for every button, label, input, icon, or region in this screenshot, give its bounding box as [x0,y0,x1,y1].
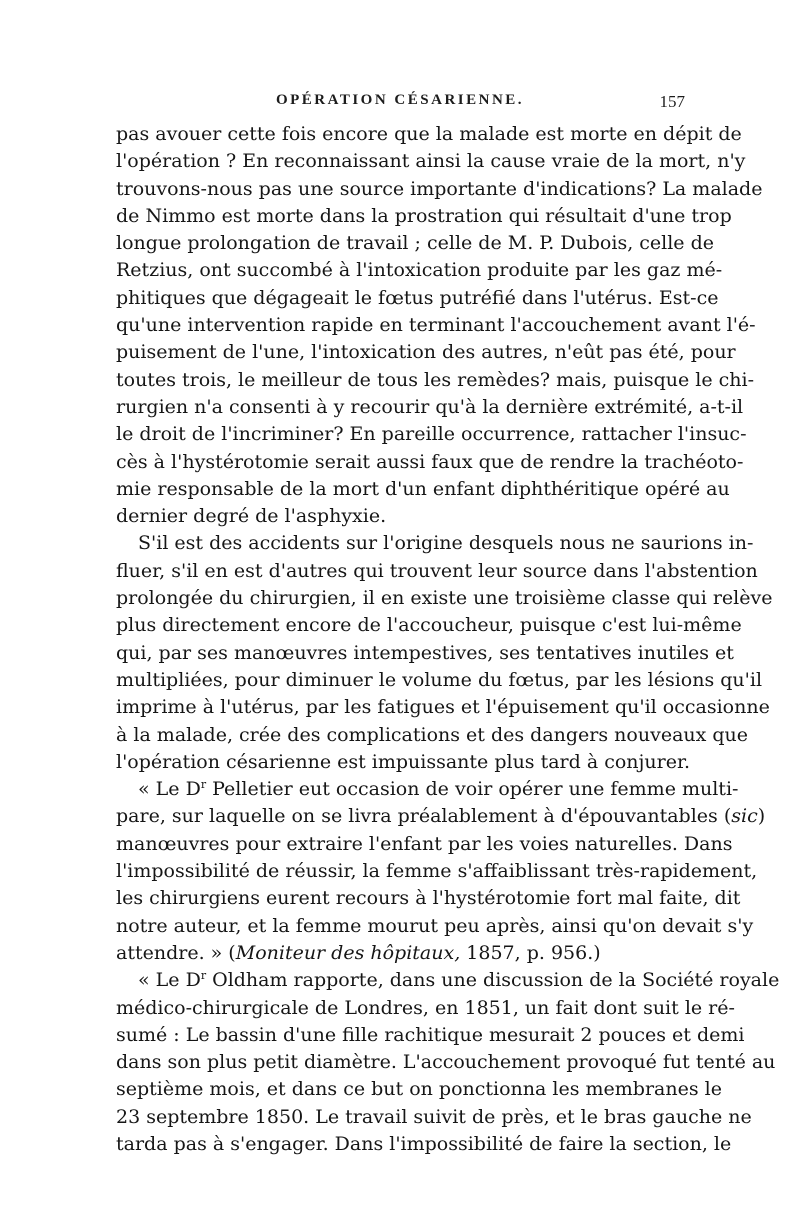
line-segment: Oldham rapporte, dans une discussion de la Société royale [206,969,780,992]
text-line: l'opération césarienne est impuissante plus tard à conjurer. [116,750,691,773]
text-line: longue prolongation de travail ; celle de M. P. Dubois, celle de [116,232,714,255]
text-line: médico-chirurgicale de Londres, en 1851, un fait dont suit le ré- [116,996,735,1019]
line-segment: Pelletier eut occasion de voir opérer une femme multi- [206,778,739,801]
text-line: manœuvres pour extraire l'enfant par les voies naturelles. Dans [116,832,733,855]
text-line: dernier degré de l'asphyxie. [116,505,387,528]
text-line: fluer, s'il en est d'autres qui trouvent leur source dans l'abstention [116,559,758,582]
text-line: à la malade, crée des complications et des dangers nouveaux que [116,723,749,746]
text-line: phitiques que dégageait le fœtus putréfié dans l'utérus. Est-ce [116,286,719,309]
line-segment: attendre. » ( [116,941,236,964]
line-segment: « Le D [138,778,201,801]
text-line: 23 septembre 1850. Le travail suivit de près, et le bras gauche ne [116,1105,752,1128]
text-line: multipliées, pour diminuer le volume du fœtus, par les lésions qu'il [116,668,763,691]
text-line: puisement de l'une, l'intoxication des autres, n'eût pas été, pour [116,341,736,364]
text-line: l'opération ? En reconnaissant ainsi la cause vraie de la mort, n'y [116,150,746,173]
text-line [116,803,766,830]
text-line: plus directement encore de l'accoucheur, puisque c'est lui-même [116,614,742,637]
running-head [115,92,685,116]
text-line: prolongée du chirurgien, il en existe une troisième classe qui relève [116,587,773,610]
text-line: sumé : Le bassin d'une fille rachitique mesurait 2 pouces et demi [116,1023,745,1046]
text-line-citation [116,940,684,967]
line-segment: ) [757,805,766,828]
text-line: tarda pas à s'engager. Dans l'impossibilité de faire la section, le [116,1132,732,1155]
journal-title: Moniteur des hôpitaux, [235,941,461,964]
sic-italic: sic [731,805,758,828]
line-segment: pare, sur laquelle on se livra préalablement à d'épouvantables ( [116,805,732,828]
text-line: dans son plus petit diamètre. L'accouchement provoqué fut tenté au [116,1051,776,1074]
text-line-oldham [116,967,780,994]
body-text [116,121,780,1158]
text-line: pas avouer cette fois encore que la malade est morte en dépit de [116,123,742,145]
text-line: trouvons-nous pas une source importante d'indications? La malade [116,177,763,200]
text-line: mie responsable de la mort d'un enfant diphthéritique opéré au [116,477,730,500]
text-line: S'il est des accidents sur l'origine desquels nous ne saurions in- [138,532,754,555]
text-line: qui, par ses manœuvres intempestives, ses tentatives inutiles et [116,641,734,664]
running-title: OPÉRATION CÉSARIENNE. [275,92,525,108]
page-number: 157 [659,92,685,111]
text-line: les chirurgiens eurent recours à l'hystérotomie fort mal faite, dit [116,887,741,910]
text-line: notre auteur, et la femme mourut peu après, ainsi qu'on devait s'y [116,914,754,937]
text-line: l'impossibilité de réussir, la femme s'affaiblissant très-rapidement, [116,860,758,883]
superscript: r [200,969,207,983]
text-line-pelletier [116,776,739,803]
line-segment: 1857, p. 956.) [460,941,601,964]
superscript: r [200,778,207,792]
text-line: toutes trois, le meilleur de tous les remèdes? mais, puisque le chi- [116,368,755,391]
text-line: qu'une intervention rapide en terminant l'accouchement avant l'é- [116,314,756,337]
text-line: Retzius, ont succombé à l'intoxication produite par les gaz mé- [116,259,723,282]
text-line: de Nimmo est morte dans la prostration qui résultait d'une trop [116,204,732,227]
text-line: septième mois, et dans ce but on ponctionna les membranes le [116,1078,722,1101]
text-line: cès à l'hystérotomie serait aussi faux que de rendre la trachéoto- [116,450,744,473]
text-line: rurgien n'a consenti à y recourir qu'à la dernière extrémité, a-t-il [116,395,744,418]
text-line: imprime à l'utérus, par les fatigues et l'épuisement qu'il occasionne [116,696,770,719]
text-line: le droit de l'incriminer? En pareille occurrence, rattacher l'insuc- [116,423,747,446]
line-segment: « Le D [138,969,201,992]
